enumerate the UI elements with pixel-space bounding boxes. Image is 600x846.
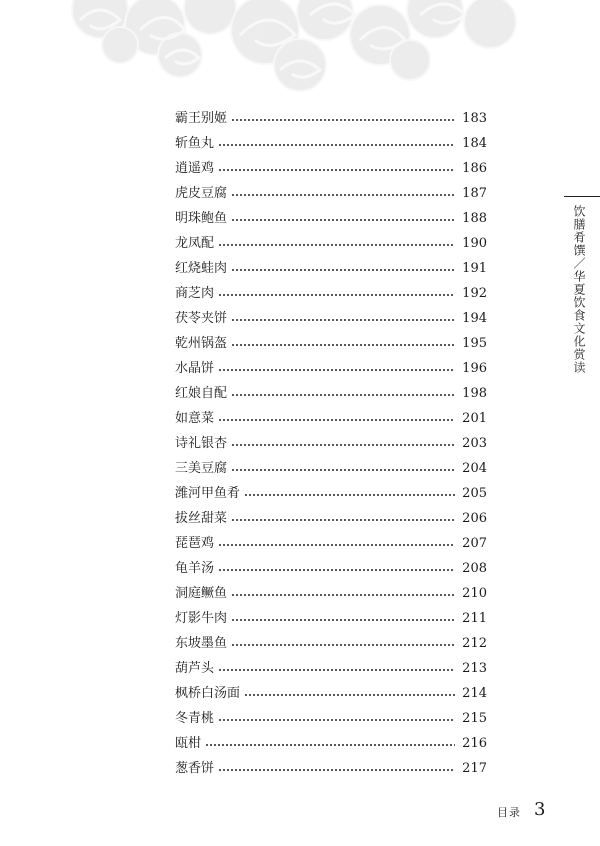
toc-entry-page: 192 <box>462 286 487 301</box>
toc-entry-title: 红娘自配 <box>175 386 228 401</box>
toc-entry-page: 187 <box>462 186 487 201</box>
toc-leader-dots <box>218 244 455 246</box>
toc-leader-dots <box>218 294 455 296</box>
toc-entry-title: 灯影牛肉 <box>175 611 228 626</box>
toc-entry-page: 190 <box>462 236 487 251</box>
toc-entry-title: 龟羊汤 <box>175 561 215 576</box>
toc-entry-page: 191 <box>462 261 487 276</box>
cloud-pattern-decoration <box>60 0 530 95</box>
toc-entry[interactable] <box>175 456 487 481</box>
toc-entry-title: 洞庭鳜鱼 <box>175 586 228 601</box>
toc-leader-dots <box>231 219 455 221</box>
toc-entry-title: 商芝肉 <box>175 286 215 301</box>
toc-leader-dots <box>231 619 455 621</box>
toc-leader-dots <box>231 469 455 471</box>
toc-entry[interactable] <box>175 756 487 781</box>
toc-entry[interactable] <box>175 331 487 356</box>
toc-entry-title: 乾州锅盔 <box>175 336 228 351</box>
toc-entry[interactable] <box>175 281 487 306</box>
toc-entry-title: 枫桥白汤面 <box>175 686 241 701</box>
toc-entry-title: 水晶饼 <box>175 361 215 376</box>
toc-leader-dots <box>231 644 455 646</box>
toc-entry[interactable] <box>175 206 487 231</box>
toc-entry-title: 茯苓夹饼 <box>175 311 228 326</box>
book-title-vertical: 饮膳肴馔／华夏饮食文化赏读 <box>572 205 586 374</box>
toc-entry[interactable] <box>175 631 487 656</box>
toc-entry-title: 如意菜 <box>175 411 215 426</box>
toc-entry[interactable] <box>175 181 487 206</box>
toc-leader-dots <box>205 744 455 746</box>
toc-entry[interactable] <box>175 481 487 506</box>
toc-entry-page: 217 <box>462 761 487 776</box>
toc-leader-dots <box>218 169 455 171</box>
toc-leader-dots <box>231 319 455 321</box>
toc-leader-dots <box>231 594 455 596</box>
toc-leader-dots <box>218 719 455 721</box>
toc-entry-title: 红烧蛙肉 <box>175 261 228 276</box>
toc-entry-page: 210 <box>462 586 487 601</box>
toc-entry[interactable] <box>175 731 487 756</box>
toc-leader-dots <box>218 544 455 546</box>
toc-leader-dots <box>231 194 455 196</box>
page-number: 3 <box>534 799 546 820</box>
toc-entry[interactable] <box>175 681 487 706</box>
toc-entry-page: 211 <box>462 611 487 626</box>
toc-entry-page: 207 <box>462 536 487 551</box>
toc-entry-page: 216 <box>462 736 487 751</box>
toc-leader-dots <box>244 494 455 496</box>
toc-entry-title: 拔丝甜菜 <box>175 511 228 526</box>
toc-entry[interactable] <box>175 356 487 381</box>
toc-entry[interactable] <box>175 531 487 556</box>
toc-entry-title: 虎皮豆腐 <box>175 186 228 201</box>
toc-entry[interactable] <box>175 106 487 131</box>
toc-entry-page: 186 <box>462 161 487 176</box>
toc-entry-page: 195 <box>462 336 487 351</box>
toc-entry[interactable] <box>175 656 487 681</box>
toc-entry-page: 188 <box>462 211 487 226</box>
toc-leader-dots <box>218 419 455 421</box>
toc-entry-page: 201 <box>462 411 487 426</box>
toc-entry-page: 183 <box>462 111 487 126</box>
toc-entry-title: 瓯柑 <box>175 736 202 751</box>
toc-entry[interactable] <box>175 581 487 606</box>
toc-entry-title: 葱香饼 <box>175 761 215 776</box>
toc-entry-page: 196 <box>462 361 487 376</box>
toc-leader-dots <box>218 369 455 371</box>
toc-entry-title: 逍遥鸡 <box>175 161 215 176</box>
toc-entry[interactable] <box>175 556 487 581</box>
toc-leader-dots <box>231 344 455 346</box>
toc-leader-dots <box>244 694 455 696</box>
toc-entry-page: 208 <box>462 561 487 576</box>
toc-entry-page: 184 <box>462 136 487 151</box>
toc-entry-page: 194 <box>462 311 487 326</box>
toc-entry[interactable] <box>175 706 487 731</box>
toc-entry-page: 206 <box>462 511 487 526</box>
toc-leader-dots <box>231 394 455 396</box>
toc-entry-page: 203 <box>462 436 487 451</box>
toc-entry-page: 198 <box>462 386 487 401</box>
toc-entry-page: 215 <box>462 711 487 726</box>
toc-entry-title: 斩鱼丸 <box>175 136 215 151</box>
toc-leader-dots <box>231 119 455 121</box>
side-divider <box>564 196 600 197</box>
toc-leader-dots <box>218 669 455 671</box>
toc-entry-title: 东坡墨鱼 <box>175 636 228 651</box>
toc-entry-page: 204 <box>462 461 487 476</box>
toc-entry[interactable] <box>175 131 487 156</box>
table-of-contents <box>175 106 487 781</box>
toc-leader-dots <box>231 444 455 446</box>
toc-entry-page: 205 <box>462 486 487 501</box>
footer-section-label: 目录 <box>497 806 521 819</box>
toc-entry[interactable] <box>175 256 487 281</box>
toc-entry[interactable] <box>175 606 487 631</box>
toc-entry-title: 琵琶鸡 <box>175 536 215 551</box>
toc-entry[interactable] <box>175 431 487 456</box>
toc-entry-title: 潍河甲鱼肴 <box>175 486 241 501</box>
toc-entry-title: 龙凤配 <box>175 236 215 251</box>
toc-leader-dots <box>218 569 455 571</box>
toc-leader-dots <box>231 519 455 521</box>
toc-entry-title: 诗礼银杏 <box>175 436 228 451</box>
toc-entry-page: 212 <box>462 636 487 651</box>
toc-entry[interactable] <box>175 381 487 406</box>
toc-leader-dots <box>218 769 455 771</box>
toc-leader-dots <box>218 144 455 146</box>
toc-entry[interactable] <box>175 231 487 256</box>
toc-entry-title: 葫芦头 <box>175 661 215 676</box>
toc-entry[interactable] <box>175 406 487 431</box>
toc-leader-dots <box>231 269 455 271</box>
toc-entry[interactable] <box>175 156 487 181</box>
toc-entry-title: 三美豆腐 <box>175 461 228 476</box>
toc-entry-page: 214 <box>462 686 487 701</box>
toc-entry-page: 213 <box>462 661 487 676</box>
toc-entry-title: 明珠鲍鱼 <box>175 211 228 226</box>
toc-entry-title: 霸王别姬 <box>175 111 228 126</box>
toc-entry[interactable] <box>175 306 487 331</box>
toc-entry[interactable] <box>175 506 487 531</box>
toc-entry-title: 冬青桃 <box>175 711 215 726</box>
